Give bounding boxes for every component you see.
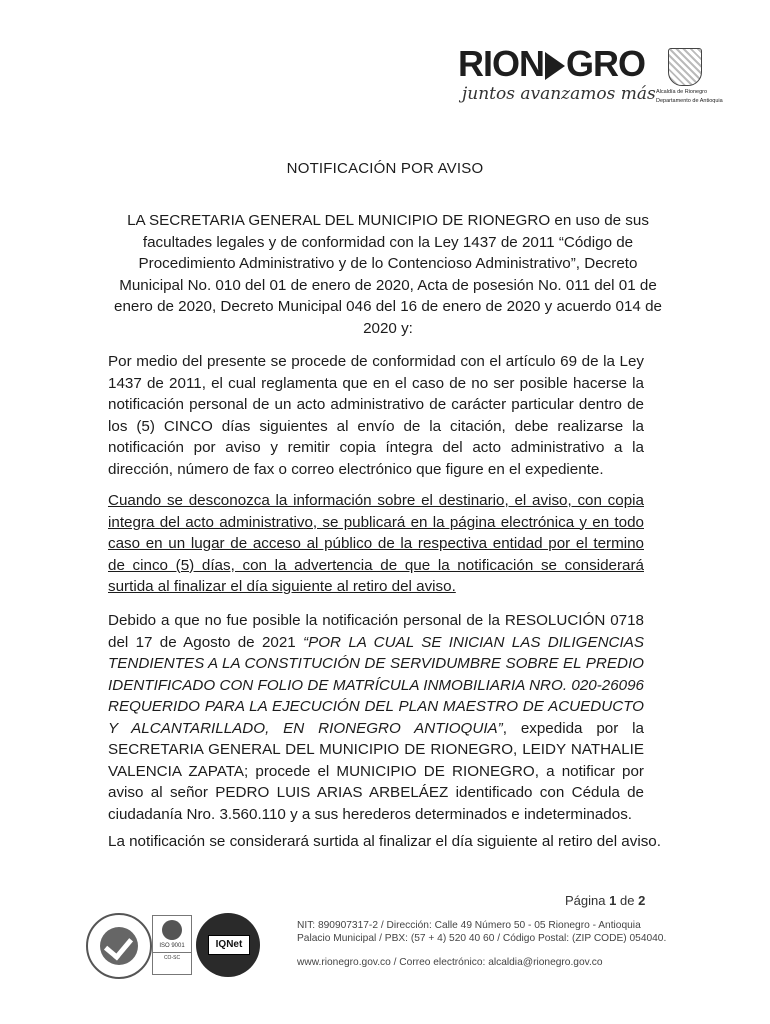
logo-slogan: juntos avanzamos más [462, 84, 656, 104]
footer-contact: NIT: 890907317-2 / Dirección: Calle 49 Número 50 - 05 Rionegro - Antioquia Palacio Municipal / PBX: (57 + 4) 520 40 60 / Código Postal: (ZIP CODE) 054040. [297, 920, 667, 944]
page-current: 1 [609, 893, 617, 908]
rionegro-logo [458, 43, 656, 118]
page-of: de [619, 893, 635, 908]
municipal-crest [656, 48, 723, 116]
iso-seal-icon [152, 915, 192, 975]
certification-seal-icon [86, 913, 152, 979]
paragraph-3-lead: Debido a que no fue posible la notificación personal de la RESOLUCIÓN 0718 del 17 de Agosto de 2021 [108, 612, 644, 651]
resolution-title: “POR LA CUAL SE INICIAN LAS DILIGENCIAS TENDIENTES A LA CONSTITUCIÓN DE SERVIDUMBRE SOBRE EL PREDIO IDENTIFICADO CON FOLIO DE MATRÍCULA INMOBILIARIA NRO. 020-26096 REQUERIDO PARA LA EJECUCIÓN DEL PLAN MAESTRO DE ACUEDUCTO Y ALCANTARILLADO, EN RIONEGRO ANTIOQUIA” [108, 633, 644, 737]
document-title: NOTIFICACIÓN POR AVISO [286, 160, 484, 177]
paragraph-4: La notificación se considerará surtida al finalizar el día siguiente al retiro del aviso. [108, 833, 661, 850]
paragraph-3 [108, 610, 644, 825]
iqnet-label: IQNet [208, 935, 250, 955]
logo-text-right: GRO [566, 43, 646, 84]
crest-caption-2: Departamento de Antioquia [656, 98, 723, 104]
iqnet-seal-icon [196, 913, 260, 977]
shield-icon [668, 48, 702, 86]
page-number [565, 893, 645, 908]
paragraph-3-tail: , expedida por la SECRETARIA GENERAL DEL MUNICIPIO DE RIONEGRO, LEIDY NATHALIE VALENCIA ZAPATA; procede el MUNICIPIO DE RIONEGRO, a notificar por aviso al señor PEDRO LUIS ARIAS ARBELÁEZ identificado con Cédula de ciudadanía Nro. 3.560.110 y a sus herederos determinados e indeterminados. [108, 719, 644, 823]
crest-caption-1: Alcaldía de Rionegro [656, 89, 708, 95]
footer-web: www.rionegro.gov.co / Correo electrónico: alcaldia@rionegro.gov.co [297, 957, 603, 968]
check-icon [100, 927, 138, 965]
iso-mark-icon [162, 920, 182, 940]
iso-seal-label: ISO 9001 [159, 943, 185, 949]
page-label: Página [565, 893, 606, 908]
intro-paragraph: LA SECRETARIA GENERAL DEL MUNICIPIO DE RIONEGRO en uso de sus facultades legales y de conformidad con la Ley 1437 de 2011 “Código de Procedimiento Administrativo y de lo Contencioso Administrativo”, Decreto Municipal No. 010 del 01 de enero de 2020, Acta de posesión No. 011 del 01 de enero de 2020, Decreto Municipal 046 del 16 de enero de 2020 y acuerdo 014 de 2020 y: [114, 212, 662, 337]
paragraph-1: Por medio del presente se procede de conformidad con el artículo 69 de la Ley 1437 de 2011, el cual reglamenta que en el caso de no ser posible hacerse la notificación personal de un acto administrativo de carácter particular dentro de los (5) CINCO días siguientes al envío de la citación, debe realizarse la notificación por aviso y remitir copia íntegra del acto administrativo a la dirección, número de fax o correo electrónico que figure en el expediente. [108, 353, 644, 478]
logo-arrow-icon [545, 52, 565, 80]
logo-text-left: RION [458, 43, 544, 84]
paragraph-2-underlined: Cuando se desconozca la información sobre el destinario, el aviso, con copia integra del acto administrativo, se publicará en la página electrónica y en todo caso en un lugar de acceso al público de la respectiva entidad por el termino de cinco (5) días, con la advertencia de que la notificación se considerará surtida al finalizar el día siguiente al retiro del aviso. [108, 492, 644, 595]
page-total: 2 [638, 893, 646, 908]
iso-seal-code: CO-SC [153, 952, 191, 961]
